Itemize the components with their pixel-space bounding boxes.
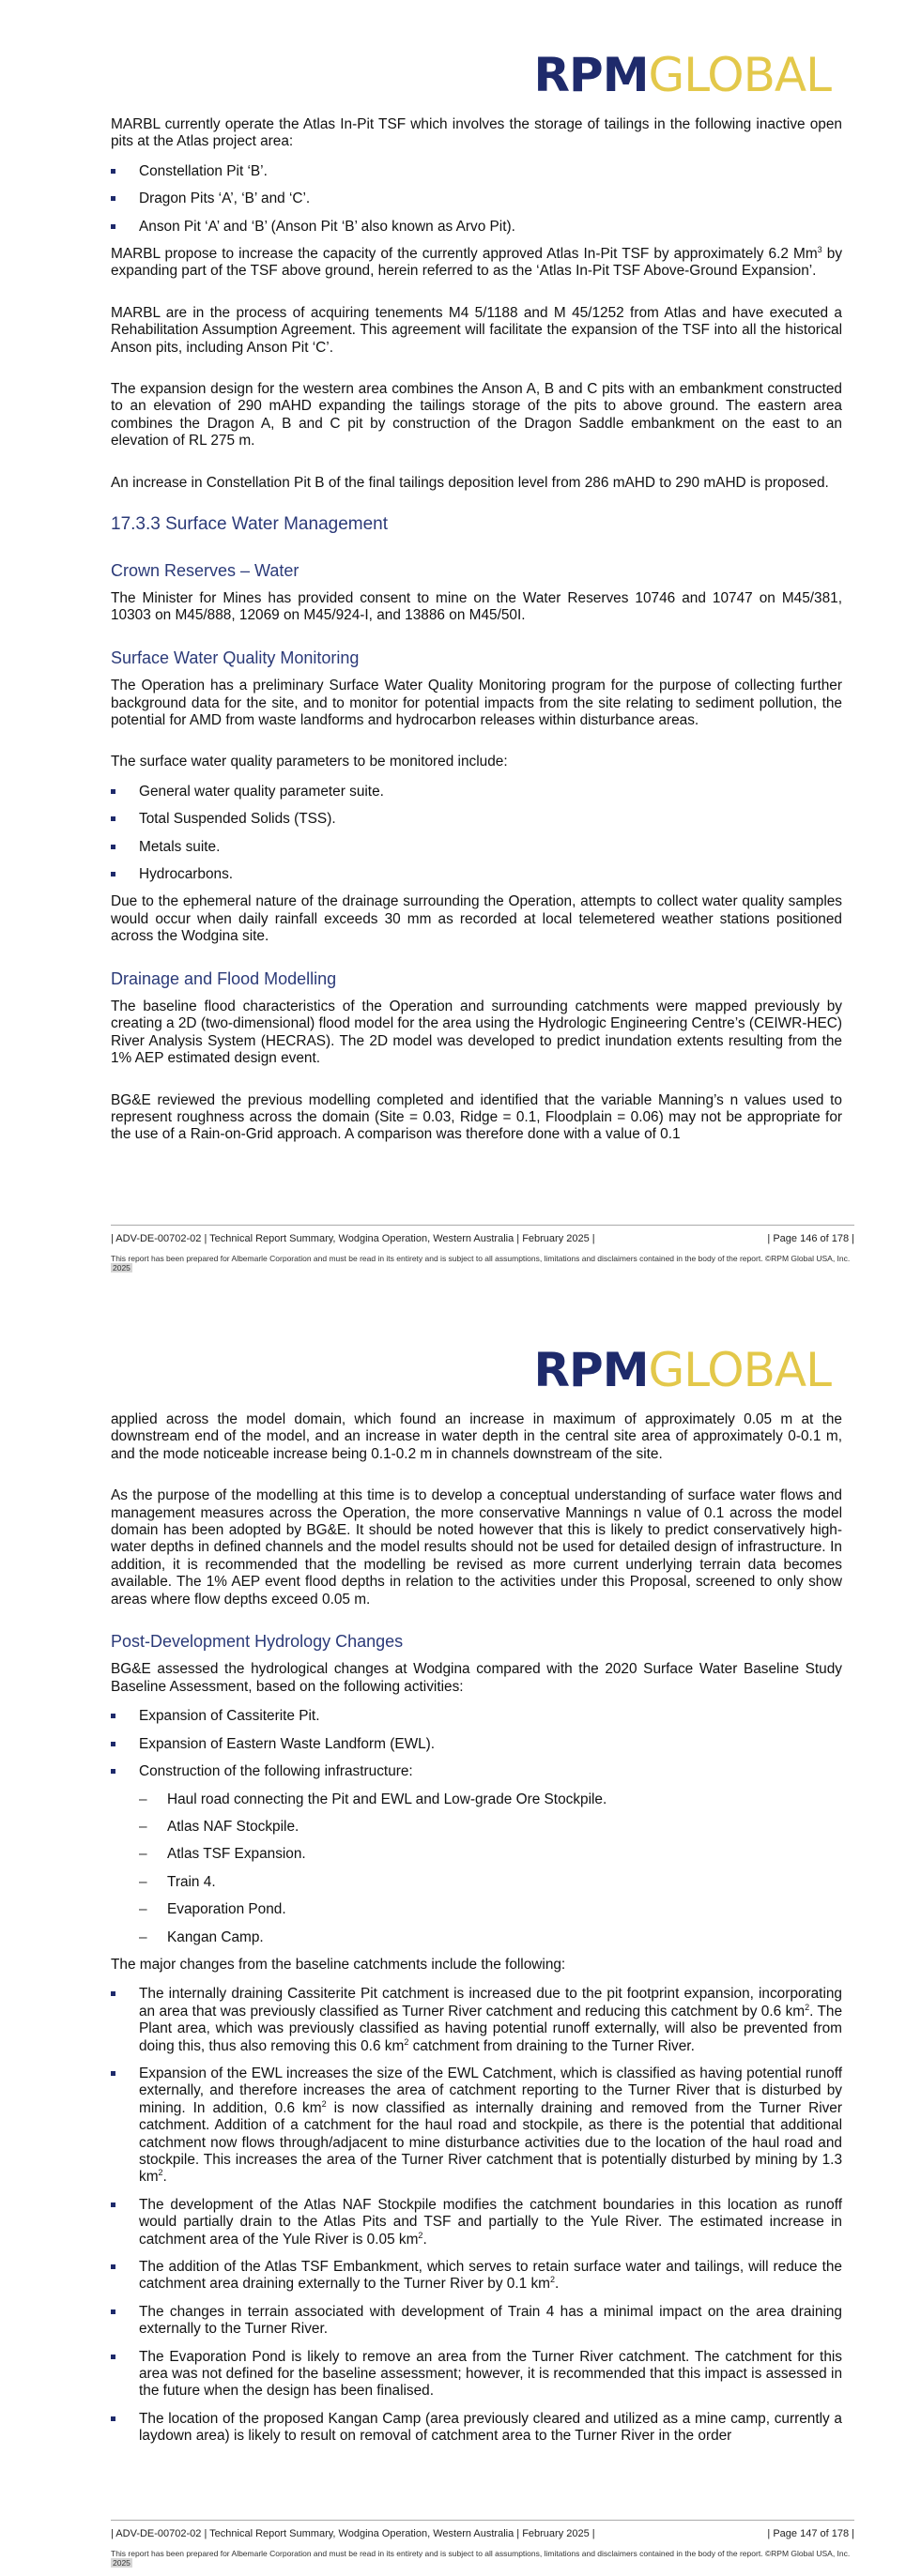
list-item: General water quality parameter suite. — [111, 784, 842, 800]
paragraph-capacity-increase: MARBL propose to increase the capacity of the currently approved Atlas In-Pit TSF by approximately 6.2 Mm$^3$ by expanding part of the TSF above ground, herein referred to as the ‘Atlas In-Pit TSF Above-Ground Expansion’. — [111, 244, 843, 280]
paragraph-tenements: MARBL are in the process of acquiring tenements M4 5/1188 and M 45/1252 from Atlas and have executed a Rehabilitation Assumption Agreement. This agreement will facilitate the expansion of the TSF into all the historical Anson pits, including Anson Pit ‘C’. — [111, 304, 842, 356]
list-item: The location of the proposed Kangan Camp (area previously cleared and utilized as a mine camp, currently a laydown area) is likely to result on removal of catchment area to the Turner River in the order — [111, 2411, 842, 2446]
paragraph-continued: applied across the model domain, which found an increase in maximum of approximately 0.05 m at the downstream end of the model, and an increase in water depth in the central site area of approximately 0-0.1 m, and the mode noticeable increase being 0.1-0.2 m in channels downstream of the site. — [111, 1411, 842, 1462]
section-heading-surface-water: 17.3.3 Surface Water Management — [111, 514, 389, 535]
list-item: Construction of the following infrastructure: – Haul road connecting the Pit and EWL and Low-grade Ore Stockpile. – Atlas NAF Stockpile. – Atlas TSF Expansion. – Train 4. – Evaporation Pond. – Kangan Camp. — [111, 1763, 842, 1946]
footer-disclaimer: This report has been prepared for Albemarle Corporation and must be read in its entirety and is subject to all assumptions, limitations and disclaimers contained in the body of the report. ©RPM Global USA, Inc. 2025 — [111, 2549, 851, 2568]
heading-flood-modelling: Drainage and Flood Modelling — [111, 968, 337, 988]
page-147 — [0, 1295, 906, 2576]
parameter-list — [111, 784, 842, 884]
list-item: – Atlas TSF Expansion. — [139, 1846, 842, 1863]
paragraph-flood-baseline: The baseline flood characteristics of the Operation and surrounding catchments were mapped previously by creating a 2D (two-dimensional) flood model for the area using the Hydrologic Engineering Centre’s (CEIWR-HEC) River Analysis System (HECRAS). The 2D model was developed to predict inundation extents resulting from the 1% AEP estimated design event. — [111, 998, 843, 1067]
page-gap — [0, 1281, 906, 1295]
footer — [111, 1225, 854, 1273]
list-item: The changes in terrain associated with development of Train 4 has a minimal impact on the area draining externally to the Turner River. — [111, 2304, 842, 2339]
footer-doc-info: | ADV-DE-00702-02 | Technical Report Summary, Wodgina Operation, Western Australia | February 2025 | — [111, 1233, 595, 1244]
page-146-body — [111, 116, 842, 1156]
footer-rule — [111, 1225, 854, 1226]
paragraph-parameters-intro: The surface water quality parameters to be monitored include: — [111, 754, 508, 770]
list-item: The development of the Atlas NAF Stockpile modifies the catchment boundaries in this location as runoff would partially drain to the Atlas Pits and TSF and partially to the Yule River. The estimated increase in catchment area of the Yule River is 0.05 $km^2$. — [111, 2197, 842, 2248]
paragraph-ephemeral: Due to the ephemeral nature of the drainage surrounding the Operation, attempts to collect water quality samples would occur when daily rainfall exceeds 30 mm as recorded at local telemetered weather stations positioned across the Wodgina site. — [111, 893, 842, 945]
rpm-global-logo: RPMGLOBAL — [533, 1343, 831, 1397]
footer-disclaimer: This report has been prepared for Albemarle Corporation and must be read in its entirety and is subject to all assumptions, limitations and disclaimers contained in the body of the report. ©RPM Global USA, Inc. 2025 — [111, 1254, 851, 1273]
list-item: The internally draining Cassiterite Pit catchment is increased due to the pit footprint expansion, incorporating an area that was previously classified as Turner River catchment and reducing this catchment by 0.6 $km^2$. The Plant area, which was previously classified as having potential runoff externally, will also be prevented from doing this, thus also removing this 0.6 $km^2$ catchment from draining to the Turner River. — [111, 1986, 842, 2055]
heading-water-quality: Surface Water Quality Monitoring — [111, 648, 360, 667]
paragraph-intro: MARBL currently operate the Atlas In-Pit TSF which involves the storage of tailings in the following inactive open pits at the Atlas project area: — [111, 116, 842, 150]
list-item: Expansion of the EWL increases the size of the EWL Catchment, which is classified as having potential runoff externally, and therefore increases the area of catchment reporting to the Turner River that is disturbed by mining. In addition, 0.6 $km^2$ is now classified as internally draining and removed from the Turner River catchment. Addition of a catchment for the haul road and stockpile, as there is the potential that additional catchment now flows through/adjacent to mine disturbance activities due to the location of the haul road and stockpile. This increases the area of the Turner River catchment that is potentially disturbed by mining by 1.3 $km^2$. — [111, 2065, 842, 2187]
list-item: – Atlas NAF Stockpile. — [139, 1819, 842, 1836]
list-item: Hydrocarbons. — [111, 866, 842, 883]
paragraph-constellation: An increase in Constellation Pit B of the final tailings deposition level from 286 mAHD to 290 mAHD is proposed. — [111, 474, 829, 491]
list-item: Expansion of Eastern Waste Landform (EWL). — [111, 1736, 842, 1753]
paragraph-flood-review: BG&E reviewed the previous modelling completed and identified that the variable Manning’s n values used to represent roughness across the domain (Site = 0.03, Ridge = 0.1, Floodplain = 0.06) may not be appropriate for the use of a Rain-on-Grid approach. A comparison was therefore done with a value of 0.1 — [111, 1091, 842, 1143]
list-item: The addition of the Atlas TSF Embankment, which serves to retain surface water and tailings, will reduce the catchment area draining externally to the Turner River by 0.1 $km^2$. — [111, 2259, 842, 2294]
page-number: | Page 146 of 178 | — [767, 1233, 854, 1244]
infrastructure-list — [139, 1791, 842, 1946]
list-item: Dragon Pits ‘A’, ‘B’ and ‘C’. — [111, 191, 842, 207]
paragraph-crown-reserves: The Minister for Mines has provided consent to mine on the Water Reserves 10746 and 10747 on M45/381, 10303 on M45/888, 12069 on M45/924-I, and 13886 on M45/50I. — [111, 589, 842, 624]
list-item: – Train 4. — [139, 1874, 842, 1891]
list-item: Constellation Pit ‘B’. — [111, 163, 842, 180]
footer — [111, 2520, 854, 2568]
changes-list — [111, 1986, 842, 2445]
list-item: Expansion of Cassiterite Pit. — [111, 1708, 842, 1725]
activity-list — [111, 1708, 842, 1946]
list-item: – Kangan Camp. — [139, 1929, 842, 1946]
pit-list — [111, 163, 842, 236]
list-item: The Evaporation Pond is likely to remove an area from the Turner River catchment. The catchment for this area was not defined for the baseline assessment; however, it is recommended that this impact is assessed in the future when the design has been finalised. — [111, 2349, 842, 2401]
list-item: – Evaporation Pond. — [139, 1901, 842, 1918]
paragraph-expansion-design: The expansion design for the western area combines the Anson A, B and C pits with an embankment constructed to an elevation of 290 mAHD expanding the tailings storage of the pits to above ground. The eastern area combines the Dragon A, B and C pit by construction of the Dragon Saddle embankment on the east to an elevation of RL 275 m. — [111, 381, 842, 450]
list-item: Total Suspended Solids (TSS). — [111, 811, 842, 828]
page-number: | Page 147 of 178 | — [767, 2528, 854, 2539]
page-146 — [0, 0, 906, 1281]
list-item: – Haul road connecting the Pit and EWL and Low-grade Ore Stockpile. — [139, 1791, 842, 1808]
heading-post-development: Post-Development Hydrology Changes — [111, 1632, 404, 1652]
footer-rule — [111, 2520, 854, 2521]
paragraph-pdh-intro: BG&E assessed the hydrological changes at Wodgina compared with the 2020 Surface Water Baseline Study Baseline Assessment, based on the following activities: — [111, 1661, 842, 1695]
rpm-global-logo: RPMGLOBAL — [533, 48, 831, 102]
list-item: Metals suite. — [111, 839, 842, 856]
footer-doc-info: | ADV-DE-00702-02 | Technical Report Summary, Wodgina Operation, Western Australia | February 2025 | — [111, 2528, 595, 2539]
heading-crown-reserves: Crown Reserves – Water — [111, 560, 299, 580]
paragraph-purpose: As the purpose of the modelling at this time is to develop a conceptual understanding of surface water flows and management measures across the Operation, the more conservative Mannings n value of 0.1 across the model domain has been adopted by BG&E. It should be noted however that this is likely to predict conservatively high-water depths in defined channels and the model results should not be used for detailed design of infrastructure. In addition, it is recommended that the modelling be revised as more current underlying terrain data becomes available. The 1% AEP event flood depths in relation to the activities under this Proposal, screened to only show areas where flow depths exceed 0.05 m. — [111, 1487, 842, 1608]
list-item: Anson Pit ‘A’ and ‘B’ (Anson Pit ‘B’ also known as Arvo Pit). — [111, 219, 842, 236]
page-147-body — [111, 1411, 842, 2456]
paragraph-changes-intro: The major changes from the baseline catchments include the following: — [111, 1956, 566, 1973]
paragraph-water-quality: The Operation has a preliminary Surface Water Quality Monitoring program for the purpose of collecting further background data for the site, and to monitor for potential impacts from the site relating to sediment pollution, the potential for AMD from waste landforms and hydrocarbon releases within disturbance areas. — [111, 678, 842, 728]
